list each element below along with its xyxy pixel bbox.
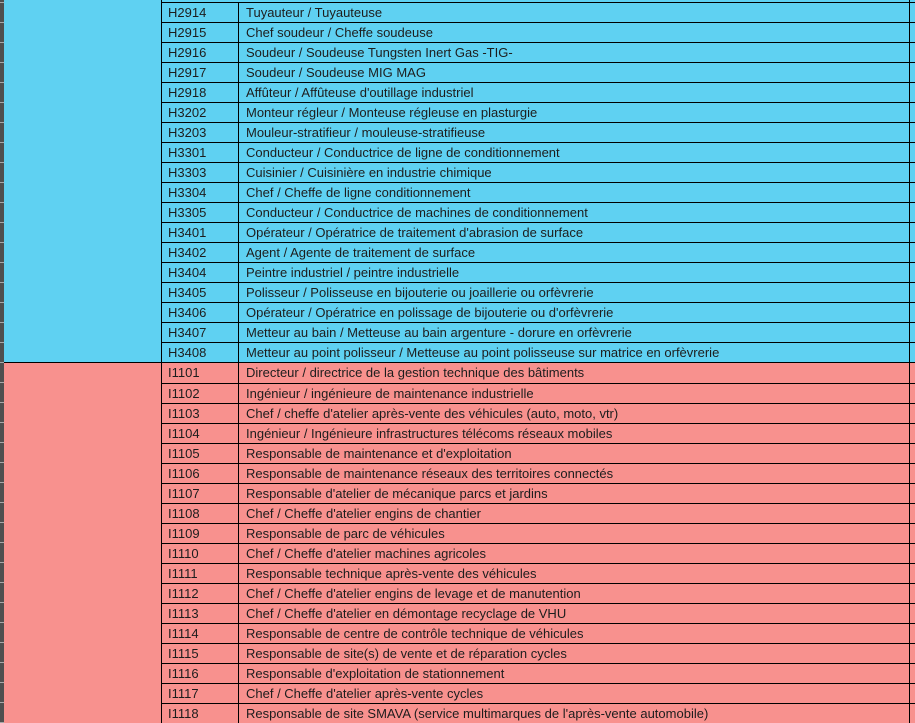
section-rows-H (162, 0, 915, 362)
row-header-strip (0, 0, 4, 723)
label-cell[interactable]: Responsable d'exploitation de stationnement (246, 665, 505, 681)
code-cell[interactable]: H3406 (162, 303, 239, 322)
table-row[interactable] (162, 543, 915, 563)
code-cell[interactable]: I1111 (162, 564, 239, 583)
category-merged-cell-H[interactable] (4, 0, 162, 362)
label-cell[interactable]: Responsable de maintenance et d'exploitation (246, 445, 512, 461)
code-cell[interactable]: I1112 (162, 584, 239, 603)
label-cell[interactable]: Mouleur-stratifieur / mouleuse-stratifieuse (246, 124, 486, 140)
code-cell[interactable]: I1104 (162, 424, 239, 443)
label-cell[interactable]: Ingénieur / ingénieure de maintenance industrielle (246, 385, 534, 401)
label-cell[interactable]: Chef / Cheffe de ligne conditionnement (246, 184, 471, 200)
label-cell[interactable]: Responsable d'atelier de mécanique parcs et jardins (246, 485, 548, 501)
label-cell[interactable]: Peintre industriel / peintre industrielle (246, 264, 460, 280)
label-cell[interactable]: Soudeur / Soudeuse MIG MAG (246, 64, 426, 80)
table-row[interactable] (162, 322, 915, 342)
table-row[interactable] (162, 483, 915, 503)
code-cell[interactable]: I1109 (162, 524, 239, 543)
code-cell[interactable]: I1108 (162, 504, 239, 523)
table-row[interactable] (162, 643, 915, 663)
table-row[interactable] (162, 42, 915, 62)
label-cell[interactable]: Cuisinier / Cuisinière en industrie chimique (246, 164, 492, 180)
table-row[interactable] (162, 683, 915, 703)
table-row[interactable] (162, 523, 915, 543)
label-cell[interactable]: Responsable de centre de contrôle technique de véhicules (246, 625, 584, 641)
code-cell[interactable]: H3401 (162, 223, 239, 242)
table-row[interactable] (162, 583, 915, 603)
label-cell[interactable]: Ingénieur / Ingénieure infrastructures télécoms réseaux mobiles (246, 425, 613, 441)
label-cell[interactable]: Responsable de parc de véhicules (246, 525, 445, 541)
label-cell[interactable]: Chef / Cheffe d'atelier machines agricoles (246, 545, 486, 561)
label-cell[interactable]: Opérateur / Opératrice de traitement d'abrasion de surface (246, 224, 584, 240)
label-cell[interactable]: Opérateur / Opératrice en polissage de bijouterie ou d'orfèvrerie (246, 304, 614, 320)
code-cell[interactable]: H2915 (162, 23, 239, 42)
label-cell[interactable]: Conducteur / Conductrice de machines de conditionnement (246, 204, 588, 220)
table-row[interactable] (162, 623, 915, 643)
code-cell[interactable]: H2918 (162, 83, 239, 102)
label-cell[interactable]: Conducteur / Conductrice de ligne de conditionnement (246, 144, 560, 160)
label-cell[interactable]: Polisseur / Polisseuse en bijouterie ou joaillerie ou orfèvrerie (246, 284, 594, 300)
code-cell[interactable]: H2917 (162, 63, 239, 82)
code-cell[interactable]: I1107 (162, 484, 239, 503)
table-row[interactable] (162, 82, 915, 102)
table-grid (4, 0, 915, 723)
code-cell[interactable]: I1113 (162, 604, 239, 623)
section-rows-I (162, 363, 915, 723)
code-cell[interactable]: H3402 (162, 243, 239, 262)
table-row[interactable] (162, 443, 915, 463)
table-row[interactable] (162, 182, 915, 202)
table-row[interactable] (162, 363, 915, 383)
code-cell[interactable]: I1102 (162, 384, 239, 403)
label-cell[interactable]: Chef / Cheffe d'atelier en démontage recyclage de VHU (246, 605, 567, 621)
label-cell[interactable]: Metteur au bain / Metteuse au bain argenture - dorure en orfèvrerie (246, 324, 632, 340)
code-cell[interactable]: H3202 (162, 103, 239, 122)
label-cell[interactable]: Responsable de site(s) de vente et de réparation cycles (246, 645, 567, 661)
code-cell[interactable]: H3303 (162, 163, 239, 182)
code-cell[interactable]: I1110 (162, 544, 239, 563)
label-cell[interactable]: Tuyauteur / Tuyauteuse (246, 4, 383, 20)
label-cell[interactable]: Soudeur / Soudeuse Tungsten Inert Gas -TIG- (246, 44, 513, 60)
column-border (909, 0, 910, 723)
table-row[interactable] (162, 2, 915, 22)
table-row[interactable] (162, 503, 915, 523)
label-cell[interactable]: Chef / Cheffe d'atelier engins de levage et de manutention (246, 585, 581, 601)
code-cell[interactable]: H3301 (162, 143, 239, 162)
label-cell[interactable]: Agent / Agente de traitement de surface (246, 244, 476, 260)
label-cell[interactable]: Monteur régleur / Monteuse régleuse en plasturgie (246, 104, 538, 120)
code-cell[interactable]: I1106 (162, 464, 239, 483)
category-merged-cell-I[interactable] (4, 363, 162, 723)
table-row[interactable] (162, 563, 915, 583)
code-cell[interactable]: H3305 (162, 203, 239, 222)
label-cell[interactable]: Responsable de maintenance réseaux des territoires connectés (246, 465, 614, 481)
table-row[interactable] (162, 262, 915, 282)
code-cell[interactable]: I1103 (162, 404, 239, 423)
table-row[interactable] (162, 222, 915, 242)
code-cell[interactable]: I1117 (162, 684, 239, 703)
table-row[interactable] (162, 423, 915, 443)
label-cell[interactable]: Chef soudeur / Cheffe soudeuse (246, 24, 433, 40)
table-row[interactable] (162, 162, 915, 182)
code-cell[interactable]: H3408 (162, 343, 239, 362)
table-row[interactable] (162, 383, 915, 403)
code-cell[interactable]: H3404 (162, 263, 239, 282)
code-cell[interactable]: I1118 (162, 704, 239, 723)
code-cell[interactable]: I1101 (162, 363, 239, 383)
code-cell[interactable]: H3407 (162, 323, 239, 342)
table-row[interactable] (162, 282, 915, 302)
table-row[interactable] (162, 403, 915, 423)
label-cell[interactable]: Chef / Cheffe d'atelier engins de chantier (246, 505, 481, 521)
code-cell[interactable]: H2914 (162, 3, 239, 22)
table-row[interactable] (162, 62, 915, 82)
code-cell[interactable]: H3203 (162, 123, 239, 142)
code-cell[interactable]: I1116 (162, 664, 239, 683)
table-row[interactable] (162, 122, 915, 142)
label-cell[interactable]: Affûteur / Affûteuse d'outillage industriel (246, 84, 474, 100)
code-cell[interactable]: H2916 (162, 43, 239, 62)
label-cell[interactable]: Responsable technique après-vente des véhicules (246, 565, 537, 581)
section-I (4, 362, 915, 723)
table-row[interactable] (162, 302, 915, 322)
label-cell[interactable]: Metteur au point polisseur / Metteuse au point polisseuse sur matrice en orfèvrerie (246, 344, 720, 360)
label-cell[interactable]: Chef / cheffe d'atelier après-vente des véhicules (auto, moto, vtr) (246, 405, 619, 421)
table-row[interactable] (162, 242, 915, 262)
section-H (4, 0, 915, 362)
table-row[interactable] (162, 142, 915, 162)
table-row[interactable] (162, 102, 915, 122)
code-cell[interactable]: I1105 (162, 444, 239, 463)
code-cell[interactable]: H3304 (162, 183, 239, 202)
label-cell[interactable]: Chef / Cheffe d'atelier après-vente cycles (246, 685, 484, 701)
label-cell[interactable]: Responsable de site SMAVA (service multimarques de l'après-vente automobile) (246, 705, 709, 721)
table-row[interactable] (162, 663, 915, 683)
table-row[interactable] (162, 603, 915, 623)
label-cell[interactable]: Directeur / directrice de la gestion technique des bâtiments (246, 365, 585, 380)
table-row[interactable] (162, 342, 915, 362)
code-cell[interactable]: H3405 (162, 283, 239, 302)
code-cell[interactable]: I1115 (162, 644, 239, 663)
code-cell[interactable]: I1114 (162, 624, 239, 643)
table-row[interactable] (162, 202, 915, 222)
table-row[interactable] (162, 22, 915, 42)
table-row[interactable] (162, 703, 915, 723)
table-row[interactable] (162, 463, 915, 483)
